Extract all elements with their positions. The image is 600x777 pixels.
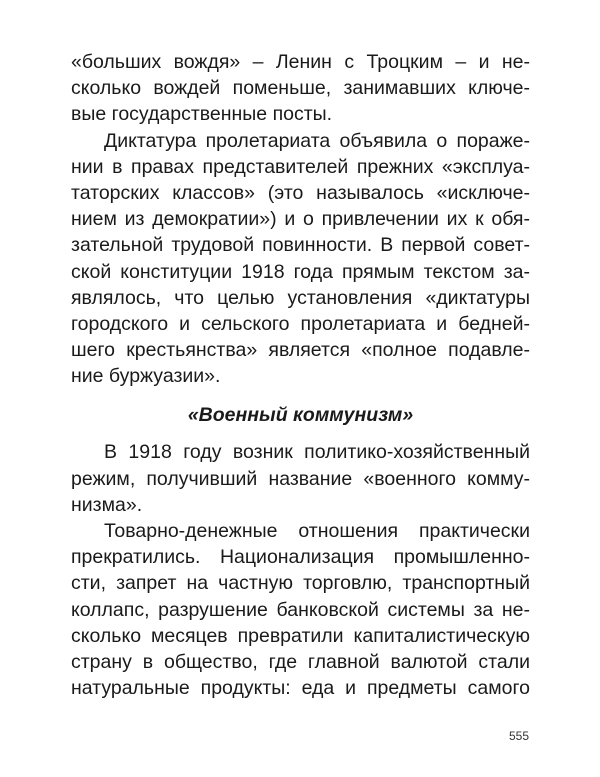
text-line: городского и сельского пролетариата и бедней- [71,312,530,335]
text-line: ние буржуазии». [71,365,221,388]
text-line: являлось, что целью установления «диктатуры [71,286,530,309]
paragraph [71,439,530,518]
text-line: страну в общество, где главной валютой стали [71,650,530,673]
page-body [71,49,530,701]
text-line: шего крестьянства» является «полное подавле- [71,339,530,362]
text-line: сколько месяцев превратили капиталистическую [71,624,530,647]
text-line: режим, получивший название «военного комму- [71,467,530,490]
text-line: низма». [71,493,143,516]
text-line: коллапс, разрушение банковской системы за не- [71,598,530,621]
section-heading: «Военный коммунизм» [187,404,414,427]
page-number: 555 [509,729,530,743]
paragraph [71,49,530,128]
text-line: «больших вождя» – Ленин с Троцким – и не- [71,51,530,73]
text-line: вые государственные посты. [71,103,333,126]
text-line: нии в правах представителей прежних «эксплуа- [71,155,530,178]
text-line: таторских классов» (это называлось «исключе- [71,181,530,204]
paragraph [71,128,530,390]
text-line: прекратились. Национализация промышленно- [71,546,530,569]
text-line: Диктатура пролетариата объявила о пораже- [104,129,530,152]
text-line: сколько вождей поменьше, занимавших ключе- [71,77,530,100]
text-line: ской конституции 1918 года прямым текстом за- [71,260,530,283]
text-line: сти, запрет на частную торговлю, транспортный [71,572,530,595]
text-line: В 1918 году возник политико-хозяйственный [104,441,530,464]
text-line: зательной трудовой повинности. В первой совет- [71,234,530,257]
text-line: натуральные продукты: еда и предметы самого [71,677,530,700]
paragraph [71,518,530,701]
text-line: Товарно-денежные отношения практически [104,520,530,542]
text-line: нием из демократии») и о привлечении их к обя- [71,208,530,231]
